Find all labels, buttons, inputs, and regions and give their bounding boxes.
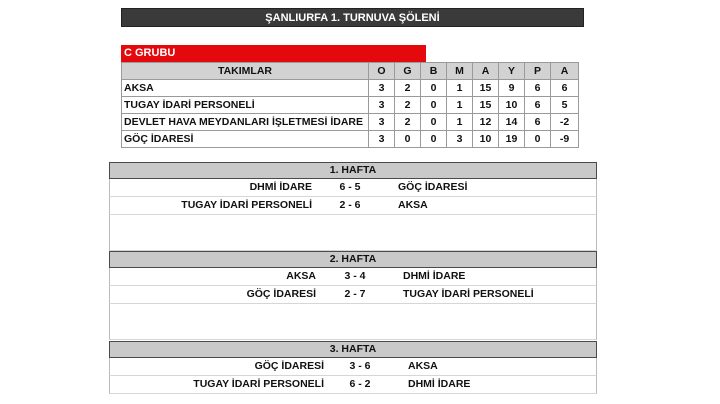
team-name: TUGAY İDARİ PERSONELİ: [122, 97, 369, 114]
column-header: O: [369, 63, 395, 80]
away-team: TUGAY İDARİ PERSONELİ: [403, 288, 534, 300]
stat-cell: 6: [525, 80, 551, 97]
match-row: [109, 376, 597, 394]
stat-cell: 0: [395, 131, 421, 148]
stat-cell: 3: [369, 97, 395, 114]
home-team: AKSA: [286, 270, 316, 282]
match-row: [109, 358, 597, 376]
table-row: [122, 97, 579, 114]
match-score: 6 - 2: [349, 378, 371, 390]
match-score: 2 - 6: [339, 199, 361, 211]
stat-cell: 9: [499, 80, 525, 97]
match-score: 2 - 7: [344, 288, 366, 300]
table-row: [122, 80, 579, 97]
stat-cell: 0: [421, 131, 447, 148]
column-header: TAKIMLAR: [122, 63, 369, 80]
match-score: 3 - 6: [349, 360, 371, 372]
stat-cell: 0: [525, 131, 551, 148]
stat-cell: 19: [499, 131, 525, 148]
column-header: A: [473, 63, 499, 80]
column-header: P: [525, 63, 551, 80]
column-header: B: [421, 63, 447, 80]
stat-cell: 2: [395, 97, 421, 114]
home-team: GÖÇ İDARESİ: [246, 288, 316, 300]
column-header: M: [447, 63, 473, 80]
week-header: 1. HAFTA: [109, 162, 597, 179]
group-label: C GRUBU: [121, 45, 426, 62]
stat-cell: 3: [369, 114, 395, 131]
stat-cell: 6: [551, 80, 579, 97]
match-row: [109, 197, 597, 215]
stat-cell: 14: [499, 114, 525, 131]
column-header: Y: [499, 63, 525, 80]
stat-cell: 10: [499, 97, 525, 114]
stat-cell: 0: [421, 80, 447, 97]
stat-cell: 3: [369, 131, 395, 148]
stat-cell: 15: [473, 80, 499, 97]
week-section: [109, 251, 597, 340]
stat-cell: 0: [421, 97, 447, 114]
stat-cell: 1: [447, 97, 473, 114]
stat-cell: 15: [473, 97, 499, 114]
stat-cell: 1: [447, 80, 473, 97]
page-title: ŞANLIURFA 1. TURNUVA ŞÖLENİ: [121, 8, 584, 27]
away-team: DHMİ İDARE: [403, 270, 466, 282]
week-spacer: [109, 215, 597, 251]
week-header: 3. HAFTA: [109, 341, 597, 358]
away-team: AKSA: [408, 360, 438, 372]
team-name: AKSA: [122, 80, 369, 97]
team-name: DEVLET HAVA MEYDANLARI İŞLETMESİ İDARE: [122, 114, 369, 131]
home-team: GÖÇ İDARESİ: [254, 360, 324, 372]
column-header: G: [395, 63, 421, 80]
week-header: 2. HAFTA: [109, 251, 597, 268]
match-row: [109, 286, 597, 304]
stat-cell: 0: [421, 114, 447, 131]
week-section: [109, 341, 597, 394]
stat-cell: 2: [395, 114, 421, 131]
week-section: [109, 162, 597, 251]
stat-cell: 12: [473, 114, 499, 131]
home-team: TUGAY İDARİ PERSONELİ: [181, 199, 312, 211]
stat-cell: 6: [525, 114, 551, 131]
stat-cell: 6: [525, 97, 551, 114]
home-team: TUGAY İDARİ PERSONELİ: [193, 378, 324, 390]
stat-cell: 5: [551, 97, 579, 114]
stat-cell: 1: [447, 114, 473, 131]
away-team: GÖÇ İDARESİ: [398, 181, 468, 193]
home-team: DHMİ İDARE: [249, 181, 312, 193]
match-score: 6 - 5: [339, 181, 361, 193]
column-header: A: [551, 63, 579, 80]
table-row: [122, 131, 579, 148]
stat-cell: 3: [447, 131, 473, 148]
stat-cell: 2: [395, 80, 421, 97]
stat-cell: 3: [369, 80, 395, 97]
standings-header-row: [122, 63, 579, 80]
away-team: AKSA: [398, 199, 428, 211]
match-row: [109, 268, 597, 286]
stat-cell: -9: [551, 131, 579, 148]
stat-cell: 10: [473, 131, 499, 148]
stat-cell: -2: [551, 114, 579, 131]
match-score: 3 - 4: [344, 270, 366, 282]
standings-table: [121, 62, 579, 148]
team-name: GÖÇ İDARESİ: [122, 131, 369, 148]
week-spacer: [109, 304, 597, 340]
match-row: [109, 179, 597, 197]
table-row: [122, 114, 579, 131]
away-team: DHMİ İDARE: [408, 378, 471, 390]
